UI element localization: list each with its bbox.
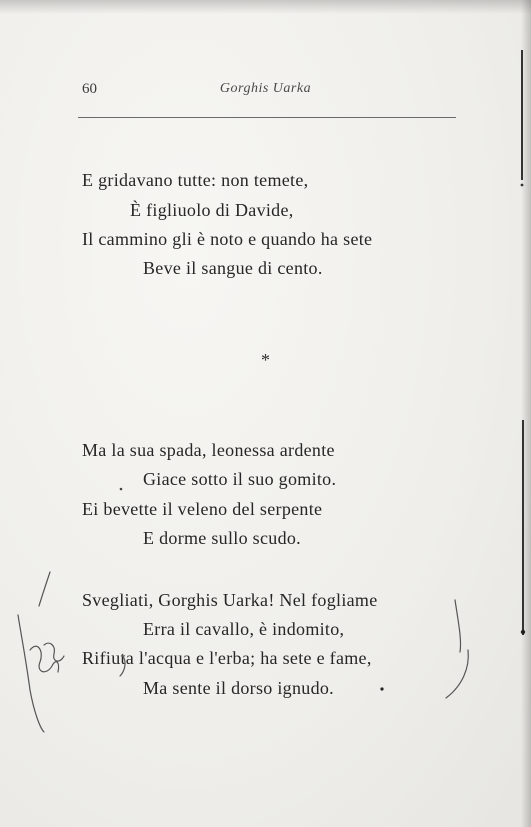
edge-mark-lower [522,420,524,635]
header-rule [78,117,456,118]
verse-line: Il cammino gli è noto e quando ha sete [82,229,373,249]
verse-line: Beve il sangue di cento. [143,258,323,278]
verse-line: È figliuolo di Davide, [130,200,294,220]
verse-line: Svegliati, Gorghis Uarka! Nel fogliame [82,590,378,610]
verse-line: Ma la sua spada, leonessa ardente [82,440,335,460]
running-title: Gorghis Uarka [219,81,312,96]
pencil-stroke [39,572,50,606]
verse-line: E dorme sullo scudo. [143,528,301,548]
verse-line: Giace sotto il suo gomito. [143,469,337,489]
verse-line: Rifiuta l'acqua e l'erba; ha sete e fame, [82,648,372,668]
verse-line: E gridavano tutte: non temete, [82,170,309,190]
verse-line: Erra il cavallo, è indomito, [143,619,345,639]
pencil-stroke [44,643,64,661]
edge-mark-upper [521,50,523,180]
verse-line: Ma sente il dorso ignudo. [143,678,334,698]
scan-shadow-top [0,0,531,14]
pencil-stroke [30,646,59,672]
pencil-stroke [455,600,461,652]
verse-line: Ei bevette il veleno del serpente [82,499,323,519]
section-separator: * [261,350,270,370]
page-number: 60 [82,81,97,97]
pencil-stroke [446,650,468,698]
pencil-stroke [18,615,44,732]
